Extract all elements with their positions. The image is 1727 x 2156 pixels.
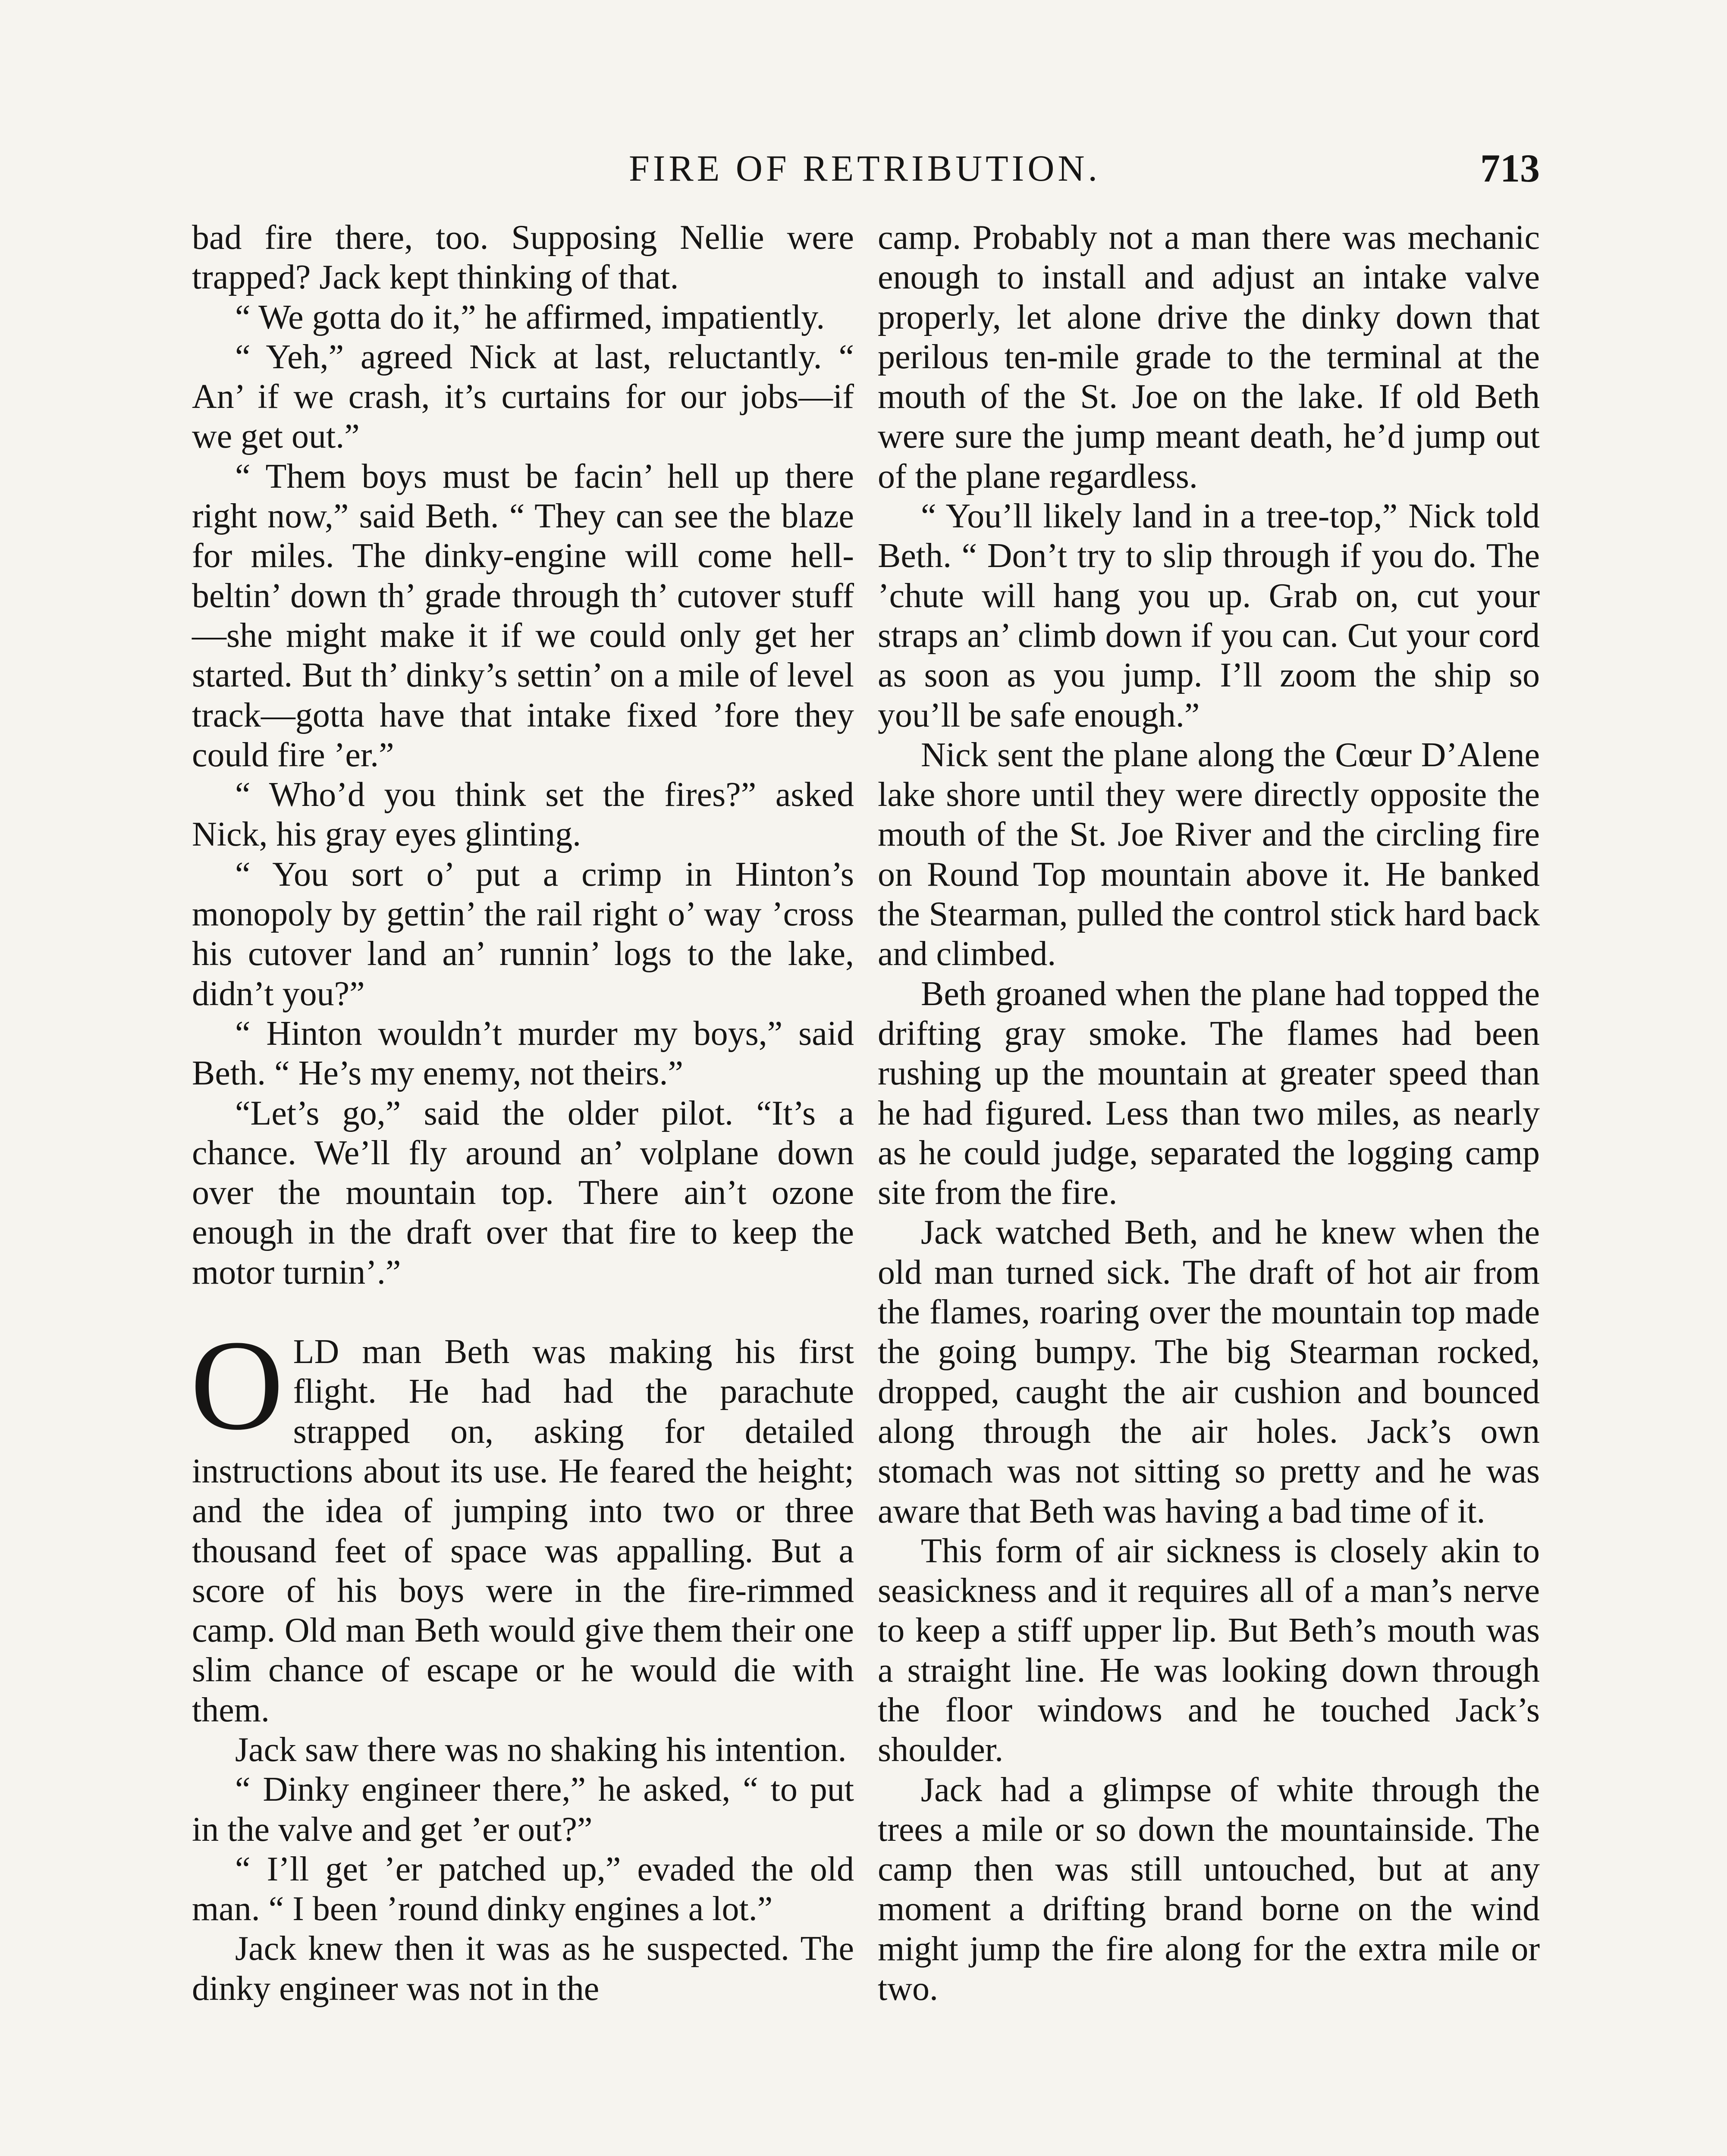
section-opening-paragraph (190, 1313, 854, 1730)
paragraph: “ We gotta do it,” he affirmed, impatiently. (235, 298, 825, 336)
paragraph: “ Dinky engineer there,” he asked, “ to put in the valve and get ’er out?” (192, 1771, 854, 1849)
paragraph: “ Hinton wouldn’t murder my boys,” said Beth. “ He’s my enemy, not theirs.” (192, 1014, 854, 1093)
paragraph: Jack had a glimpse of white through the trees a mile or so down the mountainside. The camp then was still untouched, but at any moment a drifting brand borne on the wind might jump the fire along for the extra mile or two. (878, 1771, 1540, 2008)
paragraph: Nick sent the plane along the Cœur D’Alene lake shore until they were directly opposite the mouth of the St. Joe River and the circling fire on Round Top mountain above it. He banked the Stearman, pulled the control stick hard back and climbed. (878, 736, 1540, 973)
right-column (878, 218, 1540, 2009)
paragraph: Jack saw there was no shaking his intention. (235, 1730, 847, 1769)
left-column (192, 218, 854, 2009)
paragraph: Jack watched Beth, and he knew when the old man turned sick. The draft of hot air from the flames, roaring over the mountain top made the going bumpy. The big Stearman rocked, dropped, caught the air cushion and bounced along through the air holes. Jack’s own stomach was not sitting so pretty and he was aware that Beth was having a bad time of it. (878, 1213, 1540, 1530)
paragraph: “ Yeh,” agreed Nick at last, reluctantly. “ An’ if we crash, it’s curtains for our jobs—if we get out.” (192, 338, 854, 456)
paragraph: “ Them boys must be facin’ hell up there right now,” said Beth. “ They can see the blaze for miles. The dinky-engine will come hell-beltin’ down th’ grade through th’ cutover stuff—she might make it if we could only get her started. But th’ dinky’s settin’ on a mile of level track—gotta have that intake fixed ’fore they could fire ’er.” (192, 457, 854, 774)
paragraph: “ You sort o’ put a crimp in Hinton’s monopoly by gettin’ the rail right o’ way ’cross his cutover land an’ runnin’ logs to the lake, didn’t you?” (192, 855, 854, 1013)
running-title: FIRE OF RETRIBUTION. (628, 147, 1101, 189)
paragraph: “ Who’d you think set the fires?” asked Nick, his gray eyes glinting. (192, 776, 854, 854)
paragraph: This form of air sickness is closely akin to seasickness and it requires all of a man’s nerve to keep a stiff upper lip. But Beth’s mouth was a straight line. He was looking down through the floor windows and he touched Jack’s shoulder. (878, 1532, 1540, 1769)
paragraph: “ You’ll likely land in a tree-top,” Nick told Beth. “ Don’t try to slip through if you do. The ’chute will hang you up. Grab on, cut your straps an’ climb down if you can. Cut your cord as soon as you jump. I’ll zoom the ship so you’ll be safe enough.” (878, 497, 1540, 734)
running-head (190, 142, 1540, 194)
paragraph: “Let’s go,” said the older pilot. “It’s a chance. We’ll fly around an’ volplane down over the mountain top. There ain’t ozone enough in the draft over that fire to keep the motor turnin’.” (192, 1094, 854, 1291)
paragraph: camp. Probably not a man there was mechanic enough to install and adjust an intake valve properly, let alone drive the dinky down that perilous ten-mile grade to the terminal at the mouth of the St. Joe on the lake. If old Beth were sure the jump meant death, he’d jump out of the plane regardless. (878, 219, 1540, 495)
paragraph: Beth groaned when the plane had topped the drifting gray smoke. The flames had been rushing up the mountain at greater speed than he had figured. Less than two miles, as nearly as he could judge, separated the logging camp site from the fire. (878, 975, 1540, 1212)
paragraph: Jack knew then it was as he suspected. The dinky engineer was not in the (192, 1930, 854, 2008)
page-number: 713 (1480, 146, 1540, 190)
paragraph: “ I’ll get ’er patched up,” evaded the old man. “ I been ’round dinky engines a lot.” (192, 1850, 854, 1928)
paragraph-text: LD man Beth was making his first flight. He had had the parachute strapped on, asking for detailed instructions about its use. He feared the height; and the idea of jumping into two or three thousand feet of space was appalling. But a score of his boys were in the fire-rimmed camp. Old man Beth would give them their one slim chance of escape or he would die with them. (192, 1333, 854, 1729)
paragraph: bad fire there, too. Supposing Nellie were trapped? Jack kept thinking of that. (192, 219, 854, 297)
drop-cap: O (190, 1313, 284, 1457)
